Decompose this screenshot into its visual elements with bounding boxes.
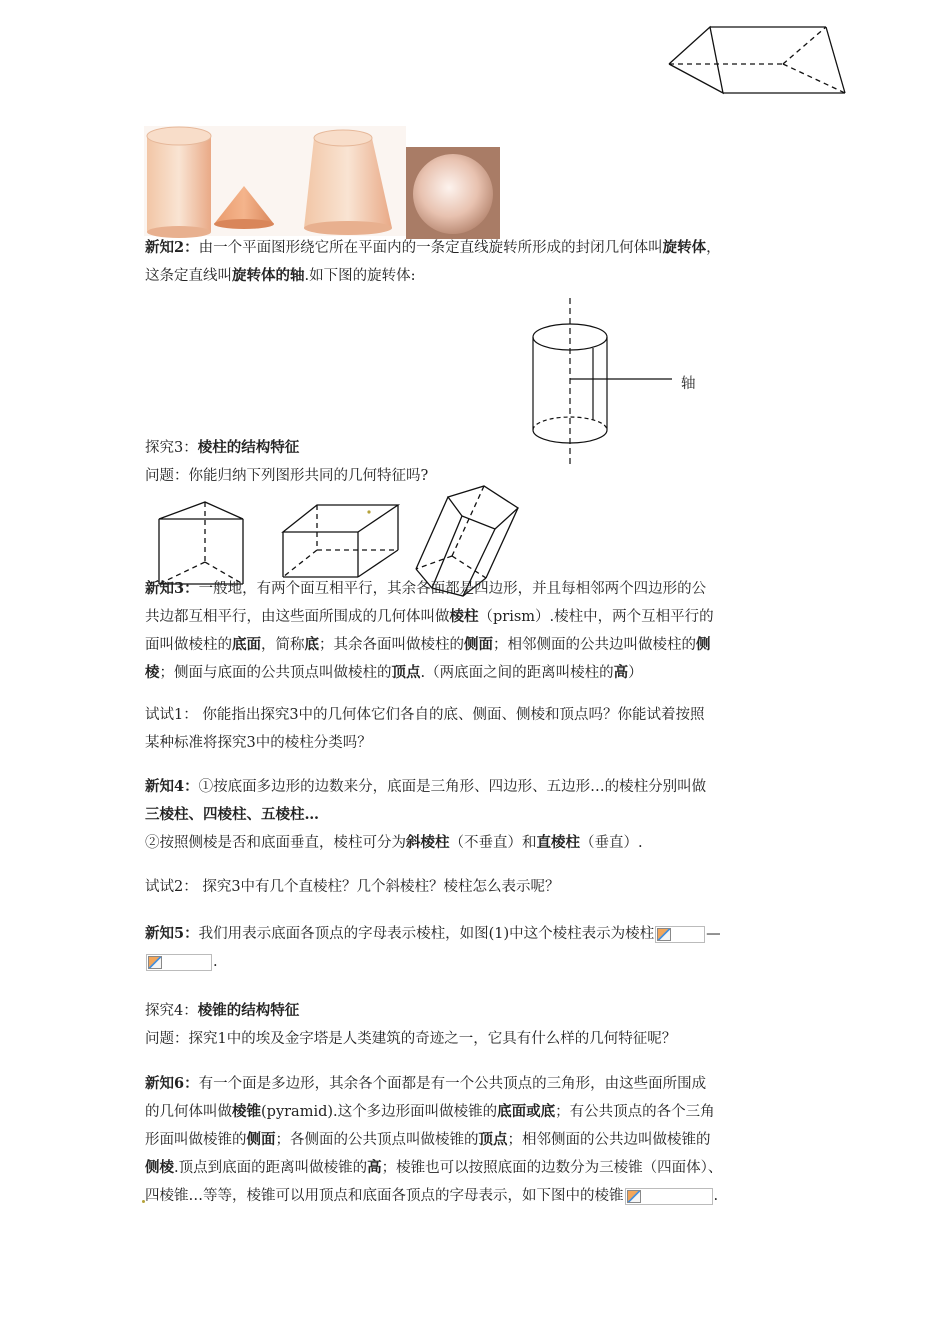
section-title: 棱柱的结构特征 [197, 439, 300, 456]
broken-image-icon [625, 1188, 713, 1205]
question: 问题：你能归纳下列图形共同的几何特征吗? [145, 468, 429, 484]
prism-figures [0, 0, 950, 600]
section-tag: 新知2： [145, 239, 199, 256]
new-knowledge-5: 新知5：我们用表示底面各顶点的字母表示棱柱，如图(1)中这个棱柱表示为棱柱 — . [145, 925, 721, 970]
section-tag: 新知6： [145, 1075, 199, 1092]
new-knowledge-2: 新知2：由一个平面图形绕它所在平面内的一条定直线旋转所形成的封闭几何体叫旋转体， 这条定直线叫旋转体的轴.如下图的旋转体: [145, 239, 721, 284]
section-title: 棱锥的结构特征 [197, 1002, 300, 1019]
explore-4: 探究4：棱锥的结构特征 问题：探究1中的埃及金字塔是人类建筑的奇迹之一，它具有什么样的几何特征呢？ [145, 997, 813, 1053]
broken-image-icon [146, 954, 212, 971]
try-2: 试试2： 探究3中有几个直棱柱？几个斜棱柱？棱柱怎么表示呢？ [145, 879, 560, 895]
explore-3: 探究3：棱柱的结构特征 问题：你能归纳下列图形共同的几何特征吗? [145, 434, 813, 490]
axis-label: 轴 [681, 376, 696, 392]
question: 问题：探究1中的埃及金字塔是人类建筑的奇迹之一，它具有什么样的几何特征呢？ [145, 1031, 677, 1047]
section-tag: 新知3： [145, 580, 199, 597]
margin-dot [142, 1200, 145, 1203]
try-1: 试试1： 你能指出探究3中的几何体它们各自的底、侧面、侧棱和顶点吗？你能试着按照 某种标准将探究3中的棱柱分类吗？ [145, 707, 705, 751]
new-knowledge-3: 新知3：一般地，有两个面互相平行，其余各面都是四边形，并且每相邻两个四边形的公 共边都互相平行，由这些面所围成的几何体叫做棱柱（prism）.棱柱中，两个互相平行的 面叫做棱柱的底面，简称底；其余各面叫做棱柱的侧面；相邻侧面的公共边叫做棱柱的侧 棱；侧面与底面的公共顶点叫做棱柱的顶点.（两底面之间的距离叫棱柱的高） [145, 580, 714, 681]
section-tag: 新知5： [145, 925, 199, 942]
section-tag: 新知4： [145, 778, 199, 795]
new-knowledge-6: 新知6：有一个面是多边形，其余各个面都是有一个公共顶点的三角形，由这些面所围成 的几何体叫做棱锥(pyramid).这个多边形面叫做棱锥的底面或底；有公共顶点的各个三角 形面叫做棱锥的侧面；各侧面的公共顶点叫做棱锥的顶点；相邻侧面的公共边叫做棱锥的 侧棱.顶点到底面的距离叫做棱锥的高；棱锥也可以按照底面的边数分为三棱锥（四面体）、 四棱锥…等等，棱锥可以用顶点和底面各顶点的字母表示，如下图中的棱锥 . [145, 1075, 723, 1204]
broken-image-icon [655, 926, 705, 943]
new-knowledge-4: 新知4：①按底面多边形的边数来分，底面是三角形、四边形、五边形…的棱柱分别叫做 三棱柱、四棱柱、五棱柱… ②按照侧棱是否和底面垂直，棱柱可分为斜棱柱（不垂直）和直棱柱（垂直）. [145, 778, 707, 851]
